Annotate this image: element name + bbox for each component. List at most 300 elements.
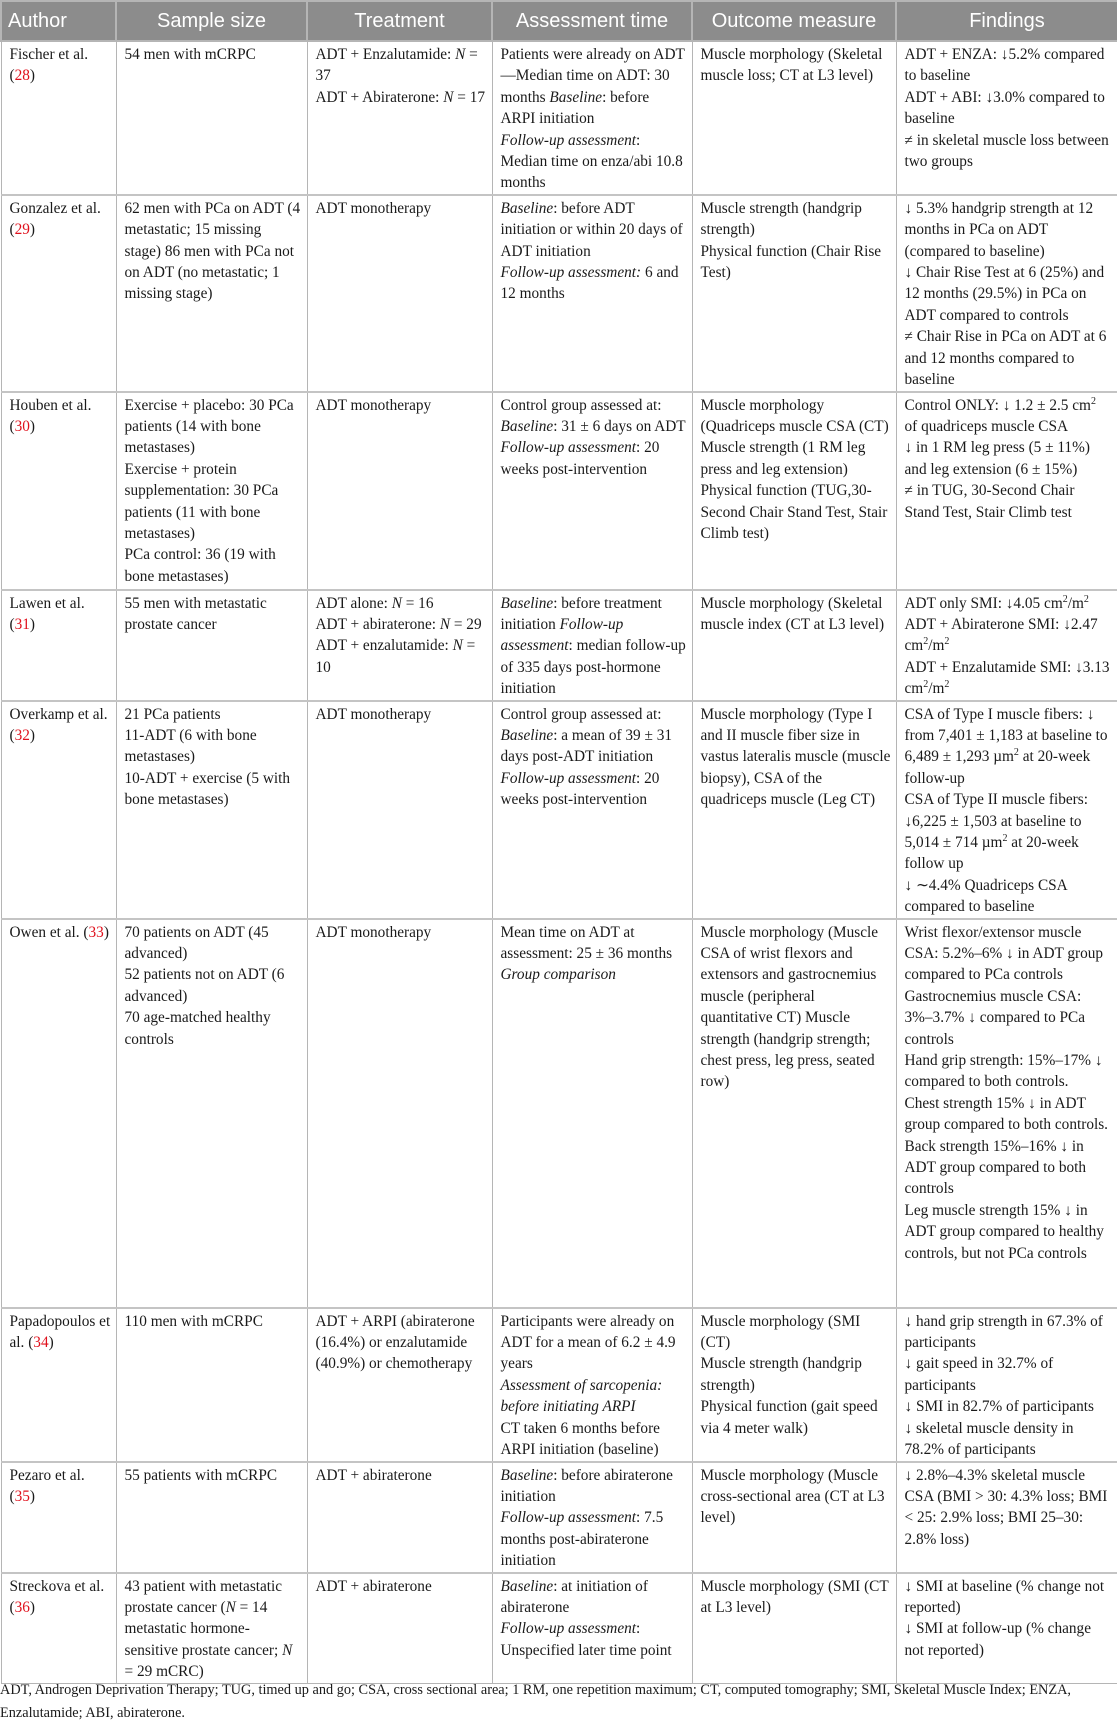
citation-link[interactable]: 33: [88, 923, 104, 941]
text: Hand grip strength: 15%–17% ↓ compared to both controls.: [904, 1052, 1103, 1091]
italic-text: Follow-up assessment:: [500, 264, 642, 282]
sample-cell: [116, 41, 307, 195]
italic-text: Follow-up assessment: [500, 1620, 637, 1638]
text: ↓ skeletal muscle density in 78.2% of participants: [904, 1419, 1074, 1459]
column-header-findings: Findings: [896, 1, 1117, 41]
author-cell: Pezaro et al. (35): [1, 1462, 116, 1573]
author-cell: Overkamp et al. (32): [1, 701, 116, 919]
sample-cell: [116, 1573, 307, 1684]
outcome-cell: [692, 392, 896, 590]
cell-line: [905, 395, 1113, 438]
text: ≠ Chair Rise in PCa on ADT at 6 and 12 months compared to baseline: [904, 328, 1107, 389]
cell-line: [501, 1576, 687, 1619]
text: : 7.5 months post-abiraterone initiation: [500, 1509, 664, 1570]
cell-line: [905, 87, 1113, 130]
italic-text: N: [225, 1599, 236, 1617]
text: Muscle morphology (Muscle CSA of wrist flexors and extensors and gastrocnemius muscle (peripheral quantitative CT) Muscle strength (handgrip strength; chest press, leg press, seated row): [700, 923, 879, 1091]
assessment-cell: [492, 392, 692, 590]
citation-link[interactable]: 35: [14, 1488, 30, 1505]
superscript: 2: [1090, 395, 1096, 407]
italic-text: Baseline: [500, 199, 554, 217]
assessment-cell: [492, 41, 692, 195]
text: ADT monotherapy: [315, 199, 432, 217]
author-cell: Fischer et al. (28): [1, 41, 116, 195]
author-cell: Houben et al. (30): [1, 392, 116, 590]
superscript: 2: [923, 679, 929, 691]
text: ADT only SMI: ↓4.05 cm: [904, 594, 1063, 612]
cell-line: [701, 241, 891, 284]
outcome-cell: [692, 195, 896, 392]
table-row: [1, 41, 1117, 195]
column-header-assessment-time: Assessment time: [492, 1, 692, 41]
cell-line: [316, 704, 487, 725]
text: = 10: [315, 637, 476, 676]
text: = 14 metastatic hormone-sensitive prostate cancer;: [124, 1599, 283, 1659]
cell-line: [701, 1311, 891, 1354]
text: = 16: [401, 594, 434, 612]
cell-line: [905, 922, 1113, 986]
cell-line: [125, 1576, 302, 1683]
sample-cell: [116, 1308, 307, 1462]
text: ADT alone:: [315, 594, 392, 612]
italic-text: Baseline: [500, 1466, 554, 1484]
cell-line: [316, 198, 487, 219]
text: Control group assessed at:: [500, 705, 662, 723]
cell-line: [905, 875, 1113, 918]
superscript: 2: [944, 636, 950, 648]
text: Leg muscle strength 15% ↓ in ADT group compared to healthy controls, but not PCa controls: [904, 1201, 1104, 1262]
cell-line: [125, 459, 302, 545]
outcome-cell: [692, 919, 896, 1308]
text: /m: [928, 680, 945, 698]
cell-line: [316, 614, 487, 635]
assessment-cell: [492, 1573, 692, 1684]
italic-text: Follow-up assessment: [500, 1509, 637, 1527]
cell-line: [905, 593, 1113, 614]
cell-line: [701, 1465, 891, 1529]
cell-line: [905, 480, 1113, 523]
cell-line: [905, 1465, 1113, 1551]
cell-line: [316, 1465, 487, 1486]
column-header-author: Author: [1, 1, 116, 41]
cell-line: [501, 262, 687, 305]
text: Exercise + protein supplementation: 30 PCa patients (11 with bone metastases): [124, 460, 279, 542]
column-header-treatment: Treatment: [307, 1, 492, 41]
cell-line: [701, 1576, 891, 1619]
outcome-cell: [692, 1308, 896, 1462]
cell-line: [501, 198, 687, 262]
assessment-cell: [492, 1462, 692, 1573]
author-name: Fischer et al.: [9, 46, 89, 63]
author-name: Owen et al.: [9, 923, 80, 941]
cell-line: [316, 635, 487, 678]
cell-line: [125, 725, 302, 768]
author-cell: Streckova et al. (36): [1, 1573, 116, 1684]
treatment-cell: [307, 392, 492, 590]
text: ADT + enzalutamide:: [315, 637, 453, 655]
cell-line: [701, 395, 891, 438]
italic-text: Baseline: [549, 88, 603, 106]
cell-line: [701, 1396, 891, 1439]
cell-line: [905, 44, 1113, 87]
text: 70 patients on ADT (45 advanced): [124, 923, 269, 962]
italic-text: Assessment of sarcopenia: before initiating ARPI: [500, 1376, 663, 1416]
text: 52 patients not on ADT (6 advanced): [124, 966, 285, 1005]
table-row: [1, 1462, 1117, 1573]
cell-line: [501, 44, 687, 130]
cell-line: [501, 130, 687, 194]
cell-line: [125, 395, 302, 459]
cell-line: [501, 725, 687, 768]
text: Wrist flexor/extensor muscle CSA: 5.2%–6% ↓ in ADT group compared to PCa controls: [904, 923, 1104, 984]
italic-text: Baseline: [500, 1577, 554, 1595]
text: Muscle morphology (Skeletal muscle index (CT at L3 level): [700, 594, 885, 633]
italic-text: Follow-up assessment: [500, 131, 637, 149]
sample-cell: [116, 919, 307, 1308]
cell-line: [905, 1093, 1113, 1136]
text: PCa control: 36 (19 with bone metastases): [124, 546, 276, 585]
outcome-cell: [692, 41, 896, 195]
citation-link[interactable]: 31: [14, 615, 30, 633]
cell-line: [905, 437, 1113, 480]
cell-line: [501, 964, 687, 985]
findings-cell: [896, 392, 1117, 590]
text: ↓ Chair Rise Test at 6 (25%) and 12 months (29.5%) in PCa on ADT compared to controls: [904, 264, 1105, 324]
text: 55 patients with mCRPC: [124, 1466, 278, 1484]
cell-line: [701, 44, 891, 87]
table-row: [1, 1308, 1117, 1462]
citation-link[interactable]: 30: [14, 417, 30, 435]
treatment-cell: [307, 919, 492, 1308]
sample-cell: [116, 195, 307, 392]
italic-text: Baseline: [500, 417, 554, 435]
text: CSA of Type II muscle fibers: ↓6,225 ± 1,503 at baseline to 5,014 ± 714 µm: [904, 791, 1088, 851]
table-row: [1, 701, 1117, 919]
cell-line: [701, 593, 891, 636]
cell-line: [905, 789, 1113, 875]
findings-cell: [896, 919, 1117, 1308]
cell-line: [501, 922, 687, 965]
text: ↓ ∼4.4% Quadriceps CSA compared to baseline: [904, 876, 1067, 916]
text: = 17: [453, 88, 485, 106]
cell-line: [905, 1396, 1113, 1417]
cell-line: [905, 657, 1113, 700]
cell-line: [501, 768, 687, 811]
cell-line: [905, 198, 1113, 262]
italic-text: N: [443, 88, 454, 106]
findings-cell: [896, 41, 1117, 195]
cell-line: [905, 1050, 1113, 1093]
text: /m: [928, 637, 945, 655]
assessment-cell: [492, 1308, 692, 1462]
cell-line: [125, 704, 302, 725]
treatment-cell: [307, 701, 492, 919]
text: : before ARPI initiation: [500, 88, 650, 128]
cell-line: [501, 437, 687, 480]
text: Physical function (Chair Rise Test): [700, 242, 882, 282]
text: ADT + abiraterone: [315, 1577, 432, 1595]
cell-line: [501, 1418, 687, 1461]
text: = 37: [315, 46, 478, 85]
cell-line: [701, 922, 891, 1093]
text: 55 men with metastatic prostate cancer: [124, 594, 267, 633]
cell-line: [905, 1200, 1113, 1264]
citation-link[interactable]: 34: [33, 1334, 49, 1351]
superscript: 2: [1062, 593, 1068, 605]
cell-line: [905, 704, 1113, 790]
text: Muscle morphology (SMI (CT at L3 level): [700, 1577, 889, 1617]
superscript: 2: [1083, 593, 1089, 605]
text: Back strength 15%–16% ↓ in ADT group compared to both controls: [904, 1137, 1087, 1198]
cell-line: [905, 1418, 1113, 1461]
text: ↓ hand grip strength in 67.3% of participants: [904, 1312, 1103, 1351]
text: Patients were already on ADT—Median time on ADT: 30 months: [500, 46, 685, 106]
cell-line: [316, 593, 487, 614]
text: ADT + Enzalutamide:: [315, 46, 456, 63]
citation-link[interactable]: 36: [14, 1599, 30, 1617]
text: Muscle morphology (SMI (CT): [700, 1312, 861, 1351]
superscript: 2: [923, 636, 929, 648]
text: : Unspecified later time point: [500, 1620, 672, 1659]
findings-cell: [896, 701, 1117, 919]
cell-line: [125, 1465, 302, 1486]
italic-text: Group comparison: [500, 966, 616, 984]
text: Gastrocnemius muscle CSA: 3%–3.7% ↓ compared to PCa controls: [904, 987, 1086, 1048]
text: CT taken 6 months before ARPI initiation (baseline): [500, 1419, 660, 1459]
italic-text: N: [282, 1641, 293, 1659]
text: ↓ 2.8%–4.3% skeletal muscle CSA (BMI > 30: 4.3% loss; BMI < 25: 2.9% loss; BMI 25–30: 2.8% loss): [904, 1466, 1108, 1548]
text: Muscle morphology (Quadriceps muscle CSA (CT): [700, 396, 889, 435]
text: ↓ gait speed in 32.7% of participants: [904, 1355, 1054, 1394]
superscript: 2: [1002, 832, 1008, 844]
text: ADT + Abiraterone SMI: ↓2.47 cm: [904, 615, 1098, 655]
column-header-outcome-measure: Outcome measure: [692, 1, 896, 41]
treatment-cell: [307, 1462, 492, 1573]
cell-line: [125, 544, 302, 587]
citation-link[interactable]: 29: [14, 221, 30, 239]
text: ADT + Enzalutamide SMI: ↓3.13 cm: [904, 658, 1110, 698]
cell-line: [501, 704, 687, 725]
text: : a mean of 39 ± 31 days post-ADT initiation: [500, 726, 673, 766]
superscript: 2: [944, 679, 950, 691]
text: = 29 mCRC): [124, 1663, 204, 1681]
text: ADT + ARPI (abiraterone (16.4%) or enzalutamide (40.9%) or chemotherapy: [315, 1312, 475, 1373]
cell-line: [501, 1507, 687, 1571]
text: Muscle morphology (Skeletal muscle loss; CT at L3 level): [700, 46, 883, 85]
cell-line: [905, 614, 1113, 657]
cell-line: [501, 593, 687, 700]
italic-text: Follow-up assessment: [500, 769, 637, 787]
outcome-cell: [692, 701, 896, 919]
cell-line: [905, 130, 1113, 173]
cell-line: [316, 44, 487, 87]
cell-line: [501, 416, 687, 437]
cell-line: [316, 395, 487, 416]
italic-text: N: [452, 637, 463, 655]
author-name: Houben et al.: [9, 396, 92, 414]
cell-line: [701, 198, 891, 241]
cell-line: [501, 395, 687, 416]
treatment-cell: [307, 41, 492, 195]
cell-line: [125, 593, 302, 636]
table-row: [1, 919, 1117, 1308]
text: Physical function (TUG,30-Second Chair Stand Test, Stair Climb test): [700, 482, 888, 542]
text: ↓ in 1 RM leg press (5 ± 11%) and leg extension (6 ± 15%): [904, 439, 1090, 478]
italic-text: Baseline: [500, 594, 554, 612]
cell-line: [125, 198, 302, 305]
text: CSA of Type I muscle fibers: ↓ from 7,401 ± 1,183 at baseline to 6,489 ± 1,293 µm: [904, 705, 1108, 766]
cell-line: [701, 1353, 891, 1396]
findings-cell: [896, 1308, 1117, 1462]
text: ADT + abiraterone: [315, 1466, 432, 1484]
text: 70 age-matched healthy controls: [124, 1009, 271, 1048]
cell-line: [316, 922, 487, 943]
text: : before abiraterone initiation: [500, 1466, 673, 1505]
text: Muscle strength (handgrip strength): [700, 199, 862, 239]
cell-line: [125, 922, 302, 965]
text: at 20-week follow up: [904, 833, 1079, 873]
text: ADT + ABI: ↓3.0% compared to baseline: [904, 88, 1105, 128]
text: : 20 weeks post-intervention: [500, 439, 660, 478]
author-name: Streckova et al.: [9, 1577, 105, 1595]
cell-line: [701, 704, 891, 811]
text: 21 PCa patients: [124, 705, 221, 723]
assessment-cell: [492, 195, 692, 392]
cell-line: [501, 1618, 687, 1661]
text: ↓ SMI in 82.7% of participants: [904, 1398, 1094, 1416]
treatment-cell: [307, 1573, 492, 1684]
author-cell: Owen et al. (33): [1, 919, 116, 1308]
table-row: [1, 195, 1117, 392]
assessment-cell: [492, 919, 692, 1308]
cell-line: [501, 1465, 687, 1508]
table-row: [1, 1573, 1117, 1684]
cell-line: [905, 1353, 1113, 1396]
italic-text: N: [455, 46, 466, 63]
outcome-cell: [692, 1573, 896, 1684]
superscript: 2: [1013, 747, 1019, 759]
text: 6 and 12 months: [500, 264, 679, 303]
author-name: Overkamp et al.: [9, 705, 108, 723]
outcome-cell: [692, 1462, 896, 1573]
sample-cell: [116, 392, 307, 590]
text: Exercise + placebo: 30 PCa patients (14 with bone metastases): [124, 396, 294, 457]
column-header-sample-size: Sample size: [116, 1, 307, 41]
assessment-cell: [492, 701, 692, 919]
text: : at initiation of abiraterone: [500, 1577, 648, 1617]
cell-line: [905, 986, 1113, 1050]
italic-text: Follow-up assessment: [500, 439, 637, 457]
cell-line: [905, 1311, 1113, 1354]
text: : before ADT initiation or within 20 days of ADT initiation: [500, 199, 683, 260]
cell-line: [905, 1136, 1113, 1200]
cell-line: [316, 87, 487, 108]
text: ADT monotherapy: [315, 705, 432, 723]
italic-text: Follow-up assessment: [500, 615, 624, 655]
findings-cell: [896, 1462, 1117, 1573]
cell-line: [701, 480, 891, 544]
text: Mean time on ADT at assessment: 25 ± 36 months: [500, 923, 673, 962]
author-name: Lawen et al.: [9, 594, 85, 612]
author-name: Papadopoulos et al.: [9, 1312, 111, 1351]
header-row: [1, 1, 1117, 41]
sample-cell: [116, 701, 307, 919]
text: at 20-week follow-up: [904, 748, 1091, 787]
findings-cell: [896, 195, 1117, 392]
findings-cell: [896, 1573, 1117, 1684]
text: : median follow-up of 335 days post-hormone initiation: [500, 637, 686, 698]
cell-line: [501, 1375, 687, 1418]
treatment-cell: [307, 1308, 492, 1462]
text: : 20 weeks post-intervention: [500, 769, 660, 809]
author-cell: Papadopoulos et al. (34): [1, 1308, 116, 1462]
cell-line: [125, 768, 302, 811]
text: Muscle strength (handgrip strength): [700, 1355, 862, 1394]
assessment-cell: [492, 590, 692, 701]
author-cell: Gonzalez et al. (29): [1, 195, 116, 392]
text: ADT + Abiraterone:: [315, 88, 444, 106]
cell-line: [125, 964, 302, 1007]
treatment-cell: [307, 195, 492, 392]
sample-cell: [116, 590, 307, 701]
cell-line: [125, 1007, 302, 1050]
cell-line: [125, 44, 302, 65]
text: Control group assessed at:: [500, 396, 662, 414]
text: Muscle morphology (Muscle cross-sectional area (CT at L3 level): [700, 1466, 885, 1527]
author-name: Pezaro et al.: [9, 1466, 85, 1484]
author-name: Gonzalez et al.: [9, 199, 101, 217]
text: Muscle morphology (Type I and II muscle fiber size in vastus lateralis muscle (muscle biopsy), CSA of the quadriceps muscle (Leg CT): [700, 705, 891, 809]
cell-line: [316, 1576, 487, 1597]
treatment-cell: [307, 590, 492, 701]
cell-line: [905, 1576, 1113, 1619]
text: ADT + ENZA: ↓5.2% compared to baseline: [904, 46, 1105, 85]
findings-cell: [896, 590, 1117, 701]
text: ↓ SMI at follow-up (% change not reported): [904, 1620, 1091, 1659]
text: ↓ SMI at baseline (% change not reported): [904, 1577, 1105, 1617]
cell-line: [905, 1618, 1113, 1661]
author-cell: Lawen et al. (31): [1, 590, 116, 701]
italic-text: N: [439, 615, 451, 633]
cell-line: [701, 437, 891, 480]
text: Muscle strength (1 RM leg press and leg extension): [700, 439, 866, 478]
citation-link[interactable]: 32: [14, 726, 30, 744]
text: 11-ADT (6 with bone metastases): [124, 726, 257, 766]
text: Physical function (gait speed via 4 meter walk): [700, 1398, 878, 1437]
text: 110 men with mCRPC: [124, 1312, 263, 1330]
text: Chest strength 15% ↓ in ADT group compared to both controls.: [904, 1094, 1108, 1134]
text: ADT + abiraterone:: [315, 615, 440, 633]
text: : before treatment initiation: [500, 594, 662, 633]
cell-line: [125, 1311, 302, 1332]
text: : 31 ± 6 days on ADT: [553, 417, 686, 435]
text: /m: [1067, 594, 1084, 612]
text: Participants were already on ADT for a mean of 6.2 ± 4.9 years: [500, 1312, 676, 1373]
text: ADT monotherapy: [315, 396, 432, 414]
text: = 29: [450, 615, 482, 633]
text: 54 men with mCRPC: [124, 46, 256, 63]
table-row: [1, 392, 1117, 590]
text: 43 patient with metastatic prostate cancer (: [124, 1577, 283, 1617]
text: ↓ 5.3% handgrip strength at 12 months in PCa on ADT (compared to baseline): [904, 199, 1094, 260]
sample-cell: [116, 1462, 307, 1573]
text: ADT monotherapy: [315, 923, 432, 941]
text: ≠ in skeletal muscle loss between two groups: [904, 131, 1109, 171]
citation-link[interactable]: 28: [14, 67, 30, 85]
italic-text: Baseline: [500, 726, 554, 744]
outcome-cell: [692, 590, 896, 701]
text: Control ONLY: ↓ 1.2 ± 2.5 cm: [904, 396, 1091, 414]
